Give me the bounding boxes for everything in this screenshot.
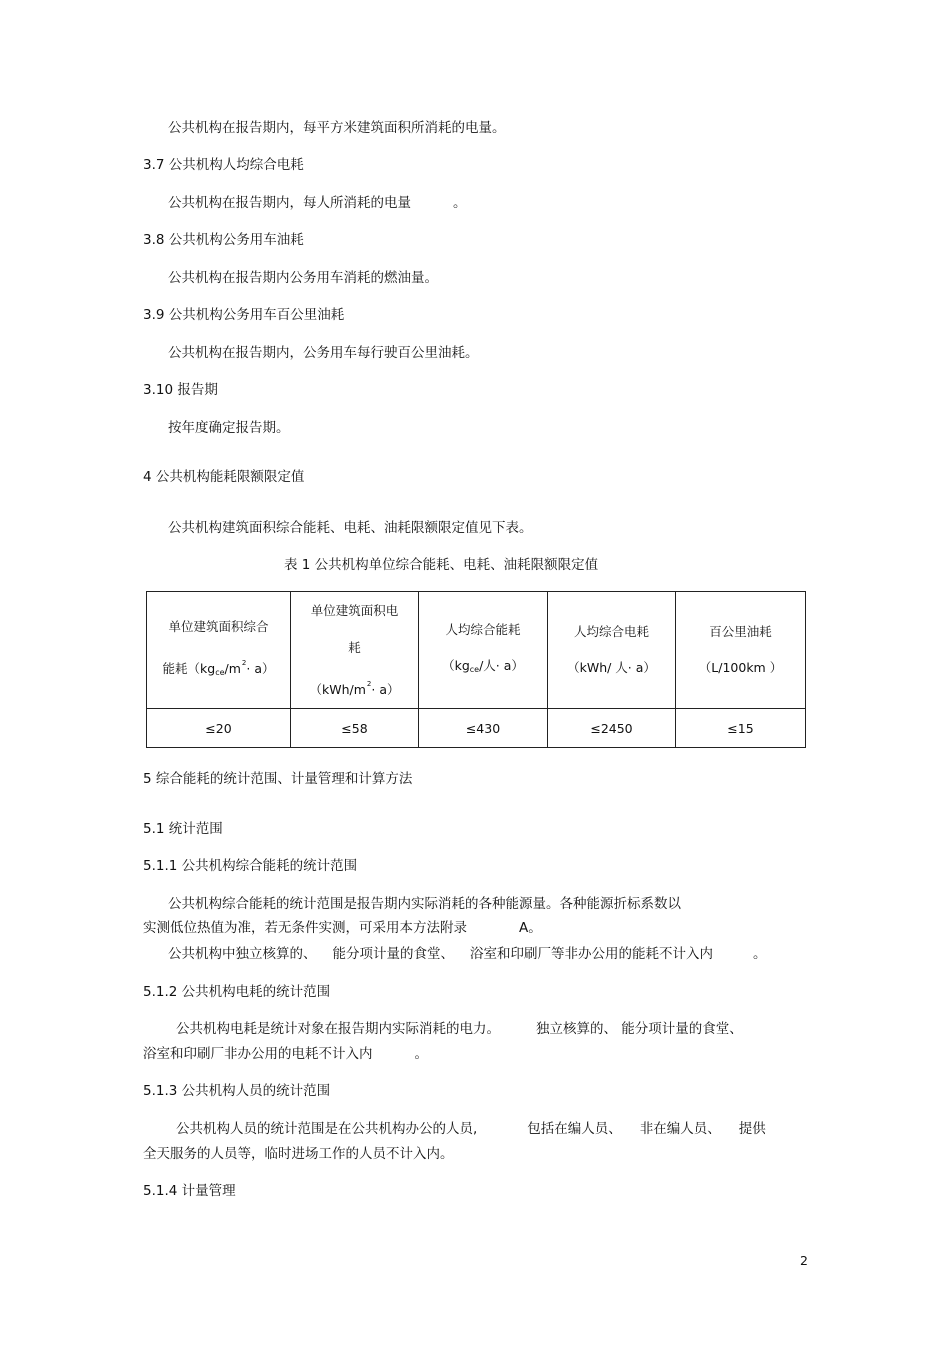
- text-run: 公共机构在报告期内，每人所消耗的电量: [168, 195, 411, 211]
- header-cell-per-capita-energy: [419, 592, 548, 709]
- cell-text: 能耗$(kg_{ce}/m^2\cdot a)$: [162, 659, 275, 677]
- cell-text: 人均综合电耗: [573, 624, 649, 639]
- cell-text: 人均综合能耗: [445, 622, 521, 637]
- cell-text: 耗: [348, 640, 361, 655]
- text-run: 包括在编人员、: [527, 1121, 622, 1137]
- paragraph-line: 公共机构建筑面积综合能耗、电耗、油耗限额限定值见下表。: [168, 520, 533, 536]
- header-cell-per-capita-electricity: [548, 592, 676, 709]
- table-row: [147, 709, 806, 748]
- paragraph-line: 公共机构在报告期内，公务用车每行驶百公里油耗。: [168, 345, 479, 361]
- section-heading-5-1-1: 5.1.1 公共机构综合能耗的统计范围: [143, 858, 358, 874]
- paragraph-line: 全天服务的人员等，临时进场工作的人员不计入内。: [143, 1146, 454, 1162]
- cell-text: $(kWh/m^2\cdot a)$: [309, 680, 400, 697]
- paragraph-line: 公共机构综合能耗的统计范围是报告期内实际消耗的各种能源量。各种能源折标系数以: [168, 896, 681, 912]
- section-heading-5-1-3: 5.1.3 公共机构人员的统计范围: [143, 1083, 331, 1099]
- value-cell: ≤430: [419, 709, 548, 748]
- section-heading-3-9: 3.9 公共机构公务用车百公里油耗: [143, 307, 345, 323]
- cell-text: （$kg_{ce}/$人· a）: [442, 658, 524, 674]
- section-heading-3-7: 3.7 公共机构人均综合电耗: [143, 157, 304, 173]
- section-heading-5-1-2: 5.1.2 公共机构电耗的统计范围: [143, 984, 331, 1000]
- text-run: 。: [453, 195, 467, 211]
- paragraph-line: [168, 945, 767, 963]
- text-run: 能分项计量的食堂、: [332, 946, 454, 962]
- paragraph-line: [176, 1120, 766, 1138]
- table-caption: 表 1 公共机构单位综合能耗、电耗、油耗限额限定值: [284, 557, 599, 573]
- text-run: 提供: [738, 1121, 766, 1137]
- section-heading-5-1: 5.1 统计范围: [143, 821, 223, 837]
- section-heading-5-1-4: 5.1.4 计量管理: [143, 1183, 236, 1199]
- header-cell-area-energy: [147, 592, 291, 709]
- header-cell-fuel-per-100km: [676, 592, 806, 709]
- page-number: 2: [800, 1253, 808, 1268]
- paragraph-line: [168, 194, 467, 212]
- section-heading-4: 4 公共机构能耗限额限定值: [143, 469, 305, 485]
- cell-text: 百公里油耗: [709, 624, 772, 639]
- value-cell: ≤58: [291, 709, 419, 748]
- text-run: 公共机构电耗是统计对象在报告期内实际消耗的电力。: [176, 1021, 500, 1037]
- section-heading-5: 5 综合能耗的统计范围、计量管理和计算方法: [143, 771, 413, 787]
- value-cell: ≤2450: [548, 709, 676, 748]
- cell-text: （L/100km ）: [698, 660, 783, 675]
- text-run: 。: [753, 946, 767, 962]
- text-run: 公共机构中独立核算的、: [168, 946, 317, 962]
- text-run: 。: [414, 1046, 428, 1062]
- paragraph-line: [176, 1020, 743, 1038]
- text-run: A。: [519, 920, 542, 936]
- table-header-row: [147, 592, 806, 709]
- paragraph-line: 公共机构在报告期内，每平方米建筑面积所消耗的电量。: [168, 120, 506, 136]
- section-heading-3-10: 3.10 报告期: [143, 382, 218, 398]
- cell-text: 单位建筑面积电: [310, 603, 399, 618]
- paragraph-line: 公共机构在报告期内公务用车消耗的燃油量。: [168, 270, 438, 286]
- text-run: 实测低位热值为准，若无条件实测，可采用本方法附录: [143, 920, 467, 936]
- paragraph-line: [143, 919, 542, 937]
- cell-text: 单位建筑面积综合: [168, 619, 269, 634]
- text-run: 公共机构人员的统计范围是在公共机构办公的人员,: [176, 1121, 478, 1137]
- text-run: 浴室和印刷厂等非办公用的能耗不计入内: [470, 946, 713, 962]
- value-cell: ≤20: [147, 709, 291, 748]
- paragraph-line: [143, 1045, 428, 1063]
- text-run: 独立核算的、 能分项计量的食堂、: [536, 1021, 743, 1037]
- header-cell-area-electricity: [291, 592, 419, 709]
- value-cell: ≤15: [676, 709, 806, 748]
- text-run: 浴室和印刷厂非办公用的电耗不计入内: [143, 1046, 373, 1062]
- limit-value-table: [146, 591, 806, 748]
- cell-text: （kWh/ 人· a）: [567, 660, 656, 675]
- text-run: 非在编人员、: [639, 1121, 721, 1137]
- section-heading-3-8: 3.8 公共机构公务用车油耗: [143, 232, 304, 248]
- paragraph-line: 按年度确定报告期。: [168, 420, 290, 436]
